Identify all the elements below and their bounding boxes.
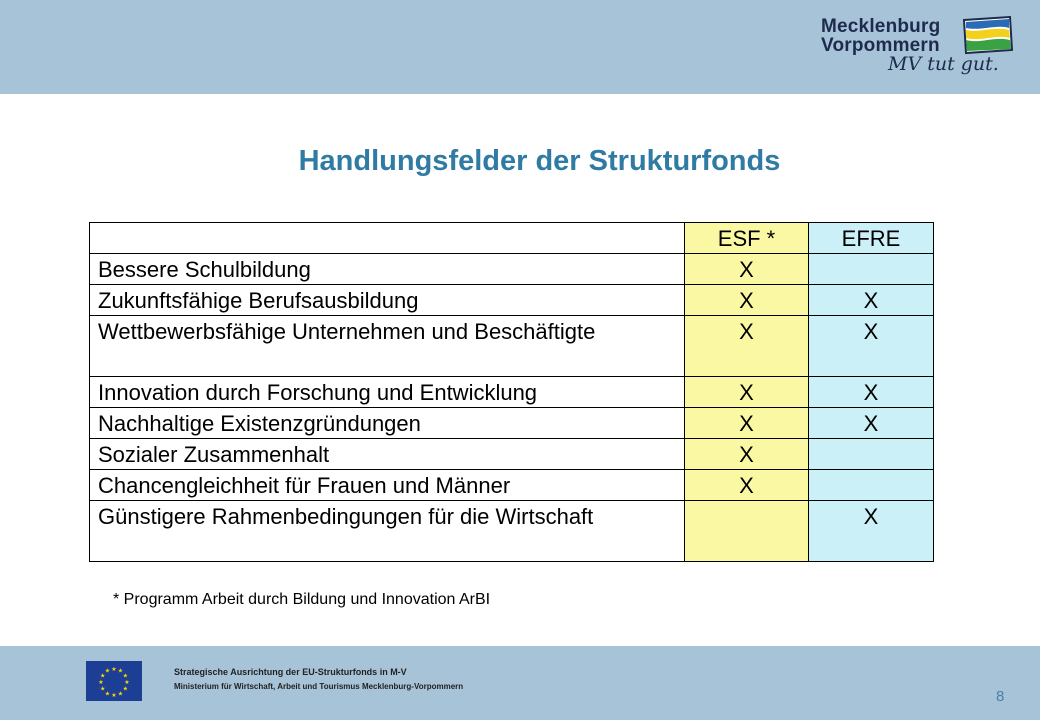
svg-text:★: ★ [104,667,111,675]
efre-cell: X [809,501,934,562]
row-label: Nachhaltige Existenzgründungen [90,408,685,439]
row-label: Zukunftsfähige Berufsausbildung [90,285,685,316]
row-label: Wettbewerbsfähige Unternehmen und Beschäftigte [90,316,685,377]
svg-text:★: ★ [117,667,124,675]
svg-text:★: ★ [117,690,124,698]
esf-cell: X [685,254,809,285]
esf-cell [685,501,809,562]
efre-cell [809,470,934,501]
table-header-empty [90,223,685,254]
eu-flag-icon [86,661,142,701]
svg-text:★: ★ [100,672,106,680]
row-label: Günstigere Rahmenbedingungen für die Wirtschaft [90,501,685,562]
footnote: * Programm Arbeit durch Bildung und Innovation ArBI [113,591,491,608]
table-header-row [90,223,934,254]
svg-text:★: ★ [111,692,117,699]
efre-cell: X [809,285,934,316]
table-row [90,377,934,408]
mv-logo [818,12,1023,78]
efre-cell [809,254,934,285]
logo-text-line1: Mecklenburg [821,16,941,37]
table-row [90,408,934,439]
table-row [90,254,934,285]
table-row [90,316,934,377]
table-header-esf: ESF * [685,223,809,254]
footer-band [0,646,1040,720]
esf-cell: X [685,285,809,316]
row-label: Chancengleichheit für Frauen und Männer [90,470,685,501]
efre-cell: X [809,408,934,439]
table-header-efre: EFRE [809,223,934,254]
row-label: Sozialer Zusammenhalt [90,439,685,470]
esf-cell: X [685,408,809,439]
footer-title: Strategische Ausrichtung der EU-Strukturfonds in M-V [174,667,407,677]
footer-ministry: Ministerium für Wirtschaft, Arbeit und Tourismus Mecklenburg-Vorpommern [174,682,464,691]
svg-text:★: ★ [124,679,130,686]
efre-cell: X [809,316,934,377]
slide-title: Handlungsfelder der Strukturfonds [298,145,781,177]
svg-text:★: ★ [104,690,111,698]
svg-text:★: ★ [111,666,117,673]
svg-text:★: ★ [122,685,128,693]
table-row [90,285,934,316]
svg-text:★: ★ [122,672,128,680]
efre-cell: X [809,377,934,408]
svg-text:★: ★ [98,679,104,686]
svg-text:★: ★ [100,685,106,693]
row-label: Bessere Schulbildung [90,254,685,285]
logo-text-line2: Vorpommern [821,35,940,56]
row-label: Innovation durch Forschung und Entwicklung [90,377,685,408]
esf-cell: X [685,316,809,377]
esf-cell: X [685,377,809,408]
funds-table [89,222,934,562]
eu-stars [86,661,142,701]
logo-slogan: MV tut gut. [888,53,999,75]
mv-landscape-flag-icon [962,16,1014,56]
efre-cell [809,439,934,470]
page-number: 8 [996,688,1005,705]
table-row [90,439,934,470]
esf-cell: X [685,470,809,501]
table-row [90,470,934,501]
table-row [90,501,934,562]
esf-cell: X [685,439,809,470]
